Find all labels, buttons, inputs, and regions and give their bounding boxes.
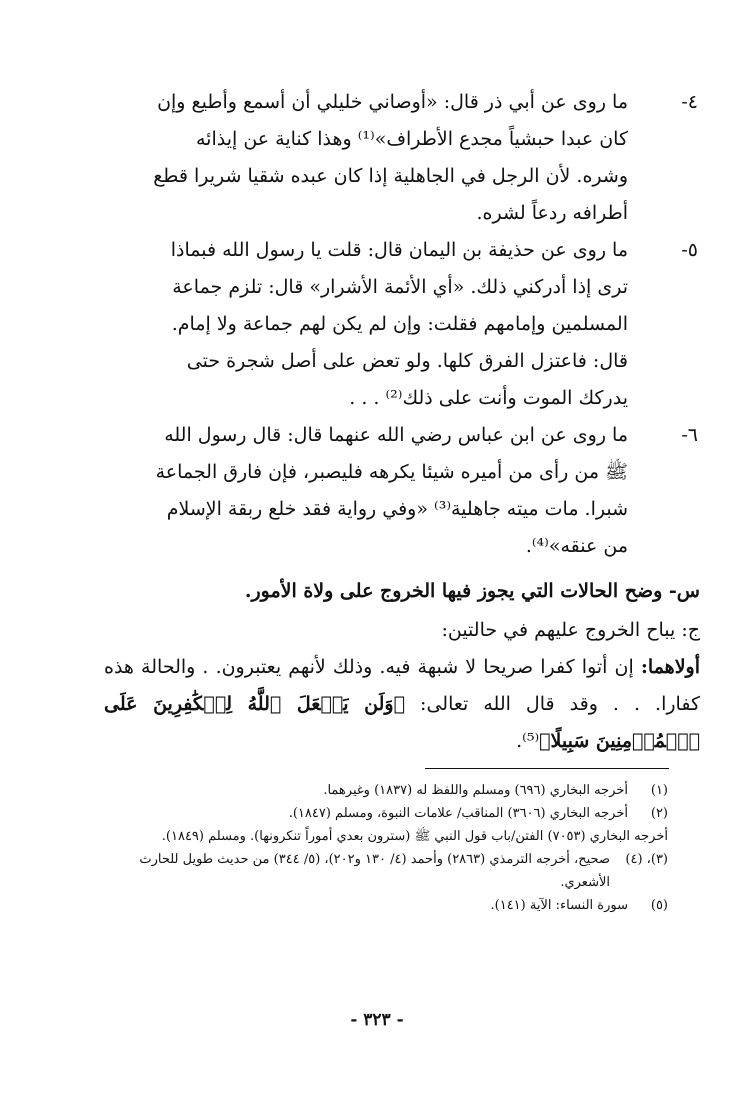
- list-item-6: [104, 417, 700, 565]
- text-line: ما روى عن حذيفة بن اليمان قال: قلت يا رسول الله فبماذا: [170, 239, 628, 261]
- footnote-text: سورة النساء: الآية (١٤١).: [490, 898, 628, 913]
- footnote: [100, 848, 668, 894]
- item-number: ٦-: [681, 424, 698, 446]
- text-line: كان عبدا حبشياً مجدع الأطراف»⁽¹⁾ وهذا كناية عن إيذائه: [195, 128, 628, 150]
- first-case-label: أولاهما:: [640, 656, 700, 678]
- question-heading: س- وضح الحالات التي يجوز فيها الخروج على ولاة الأمور.: [244, 580, 700, 602]
- footnote-number: (١): [650, 783, 668, 798]
- footnote-text: أخرجه البخاري (٣٦٠٦) المناقب/ علامات النبوة، ومسلم (١٨٤٧).: [288, 806, 628, 821]
- text-line: شبرا. مات ميته جاهلية⁽³⁾ «وفي رواية فقد خلع ربقة الإسلام: [166, 498, 628, 520]
- list-item-5: [104, 232, 700, 417]
- text-line: ﷺ من رأى من أميره شيئا يكرهه فليصبر، فإن فارق الجماعة: [155, 461, 628, 483]
- item-number: ٥-: [681, 239, 698, 261]
- footnote: [100, 825, 668, 848]
- footnote: [100, 894, 668, 917]
- footnote-number: (٣)، (٤): [625, 852, 668, 867]
- footnote-text: أخرجه البخاري (٦٩٦) ومسلم واللفظ له (١٨٣٧) وغيرهما.: [323, 783, 628, 798]
- text-line: وشره. لأن الرجل في الجاهلية إذا كان عبده شقيا شريرا قطع: [153, 165, 628, 187]
- footnote-divider: [425, 768, 669, 769]
- text-line: ترى إذا أدركني ذلك. «أي الأئمة الأشرار» قال: تلزم جماعة: [172, 276, 628, 298]
- footnote-number: (٥): [650, 898, 668, 913]
- text-line: قال: فاعتزل الفرق كلها. ولو تعض على أصل شجرة حتى: [186, 350, 628, 372]
- main-text: [104, 84, 700, 760]
- quran-verse: ﴿وَلَن يَجۡعَلَ ٱللَّهُ لِلۡكَٰفِرِينَ عَلَى ٱلۡمُؤۡمِنِينَ سَبِيلًا﴾: [104, 693, 700, 752]
- footnote-text: أخرجه البخاري (٧٠٥٣) الفتن/باب قول النبي ﷺ (سترون بعدي أموراً تنكرونها). ومسلم (١٨٤٩).: [161, 829, 668, 844]
- text-line: ما روى عن ابن عباس رضي الله عنهما قال: قال رسول الله: [164, 424, 628, 446]
- footnote-number: (٢): [650, 806, 668, 821]
- footnote-text: صحيح، أخرجه الترمذي (٢٨٦٣) وأحمد (٤/ ١٣٠ و٢٠٢)، (٥/ ٣٤٤) من حديث طويل للحارث الأشعري.: [139, 852, 610, 890]
- list-item-4: [104, 84, 700, 232]
- first-case-paragraph: [104, 649, 700, 760]
- text-line: المسلمين وإمامهم فقلت: وإن لم يكن لهم جماعة ولا إمام.: [171, 313, 628, 335]
- text-line: يدركك الموت وأنت على ذلك⁽²⁾ . . .: [349, 387, 628, 409]
- text-line: من عنقه»⁽⁴⁾.: [525, 535, 628, 557]
- answer-intro: ج: يباح الخروج عليهم في حالتين:: [441, 619, 700, 641]
- footnotes: [100, 779, 668, 917]
- page-number: - ٣٢٣ -: [350, 1010, 404, 1030]
- item-number: ٤-: [681, 91, 698, 113]
- first-case-text: إن أتوا كفرا صريحا لا شبهة فيه. وذلك لأنهم يعتبرون. . والحالة هذه كفارا. . . وقد قال الله تعالى:: [104, 656, 700, 715]
- footnote: [100, 779, 668, 802]
- footnote: [100, 802, 668, 825]
- verse-footnote-ref: ⁽⁵⁾.: [516, 730, 540, 752]
- text-line: ما روى عن أبي ذر قال: «أوصاني خليلي أن أسمع وأطيع وإن: [157, 91, 628, 113]
- text-line: أطرافه ردعاً لشره.: [476, 202, 628, 224]
